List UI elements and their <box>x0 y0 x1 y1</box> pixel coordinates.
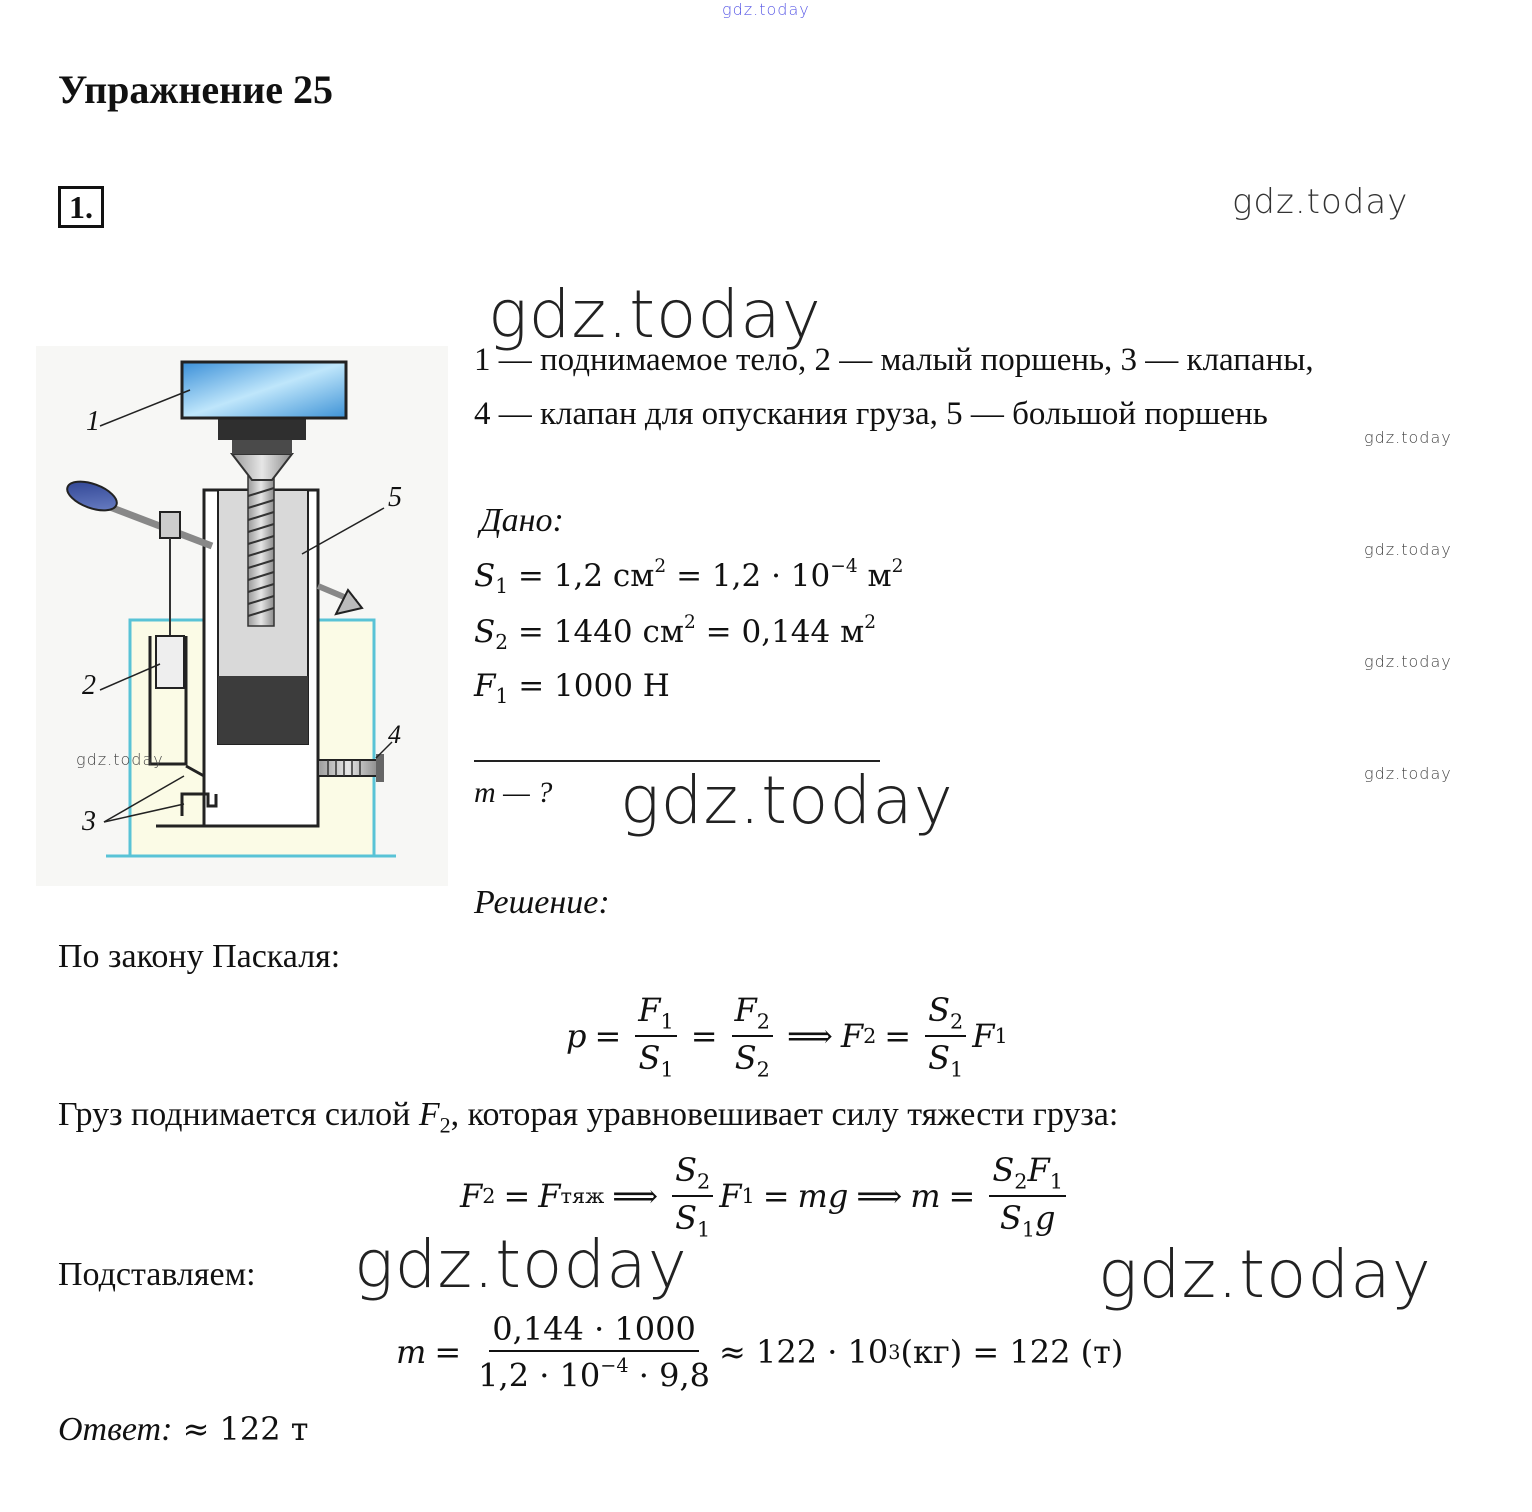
watermark: gdz.today <box>1364 764 1452 783</box>
hydraulic-press-figure <box>36 346 448 886</box>
given-title: Дано: <box>480 502 564 539</box>
watermark: gdz.today <box>1364 652 1452 671</box>
watermark: gdz.today <box>1098 1236 1432 1313</box>
watermark-top: gdz.today <box>722 0 810 19</box>
answer: Ответ: ≈ 122 т <box>58 1410 309 1448</box>
page-title: Упражнение 25 <box>58 67 334 112</box>
problem-number: 1. <box>58 186 104 228</box>
pascal-law-text: По закону Паскаля: <box>58 938 341 975</box>
watermark: gdz.today <box>620 762 954 839</box>
figure-label-1: 1 <box>86 406 100 437</box>
mass-formula: F 2 = F тяж ⟹ $\frac{S_2}{S_1}$ F 1 = mg ⟹ m = $\frac{S_2F_1}{S_1g}$ <box>460 1146 1072 1246</box>
figure-label-5: 5 <box>388 482 402 513</box>
figure-label-3: 3 <box>82 806 96 837</box>
watermark: gdz.today <box>76 750 164 769</box>
watermark: gdz.today <box>1364 540 1452 559</box>
watermark: gdz.today <box>488 276 822 353</box>
substitute-text: Подставляем: <box>58 1256 256 1293</box>
calculation-formula: m = $\frac{0,144 \cdot 1000}{1,2 \cdot 10^{-4} \cdot 9,8}$ ≈ 122 · 10 3 (кг) = 122 (т) <box>396 1309 1124 1395</box>
watermark: gdz.today <box>1232 182 1409 222</box>
given-s2: $S_2 = 1440$ $см^2 = 0,144$ $м^2$ <box>474 612 877 654</box>
watermark: gdz.today <box>1364 428 1452 447</box>
watermark: gdz.today <box>354 1226 688 1303</box>
pascal-formula: p = $\frac{F_1}{S_1}$ = $\frac{F_2}{S_2}$ ⟹ F 2 = $\frac{S_2}{S_1}$ F 1 <box>566 990 1008 1082</box>
legend-line-1: 1 — поднимаемое тело, 2 — малый поршень, 3 — клапаны, <box>474 342 1314 378</box>
load-force-text: Груз поднимается силой $F_2$, которая уравновешивает силу тяжести груза: <box>58 1096 1119 1138</box>
legend-line-2: 4 — клапан для опускания груза, 5 — большой поршень <box>474 396 1268 432</box>
given-f1: $F_1 = 1000$ Н <box>474 668 670 709</box>
given-s1: $S_1 = 1,2$ $см^2 = 1,2 \cdot 10^{-4}$ $м^2$ <box>474 556 904 598</box>
figure-label-4: 4 <box>388 720 401 749</box>
solution-title: Решение: <box>474 884 610 921</box>
figure-label-2: 2 <box>82 670 96 701</box>
find-value: m — ? <box>474 776 553 809</box>
